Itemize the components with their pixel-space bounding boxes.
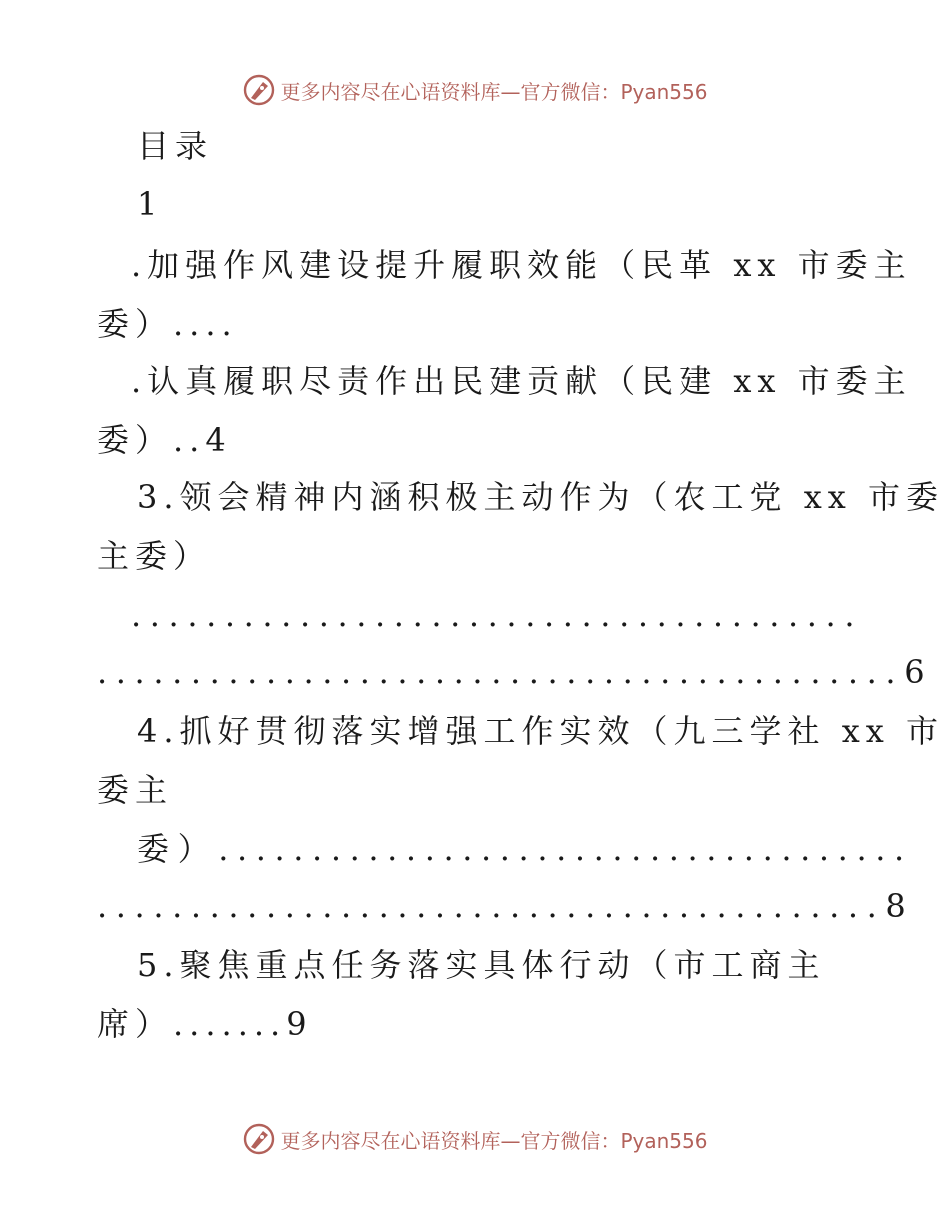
watermark-text: 更多内容尽在心语资料库—官方微信：Pyan556	[280, 1128, 708, 1153]
toc-line: 席）.......9	[97, 1005, 313, 1043]
toc-line: .认真履职尽责作出民建贡献（民建 xx 市委主	[131, 362, 912, 400]
toc-line: 委）..4	[97, 421, 232, 459]
toc-title: 目录	[137, 127, 214, 165]
toc-line: 委）.....................................	[137, 830, 913, 868]
toc-line: 委主	[97, 771, 174, 809]
toc-line: .加强作风建设提升履职效能（民革 xx 市委主	[131, 246, 912, 284]
toc-line: 主委）	[97, 537, 212, 575]
pen-nib-circle-icon	[242, 1122, 276, 1156]
toc-line: 委）....	[97, 305, 238, 343]
footer-watermark	[0, 1119, 950, 1159]
toc-line: 1	[137, 185, 164, 223]
toc-dots: .......................................	[131, 596, 864, 634]
header-watermark	[0, 70, 950, 110]
toc-line: 5.聚焦重点任务落实具体行动（市工商主	[137, 946, 826, 984]
toc-line: 4.抓好贯彻落实增强工作实效（九三学社 xx 市	[137, 712, 944, 750]
toc-dots-with-page: ...........................................6	[97, 653, 934, 691]
toc-line: 3.领会精神内涵积极主动作为（农工党 xx 市委	[137, 478, 944, 516]
watermark-text: 更多内容尽在心语资料库—官方微信：Pyan556	[280, 79, 708, 104]
pen-nib-circle-icon	[242, 73, 276, 107]
toc-dots-with-page: ..........................................8	[97, 887, 915, 925]
